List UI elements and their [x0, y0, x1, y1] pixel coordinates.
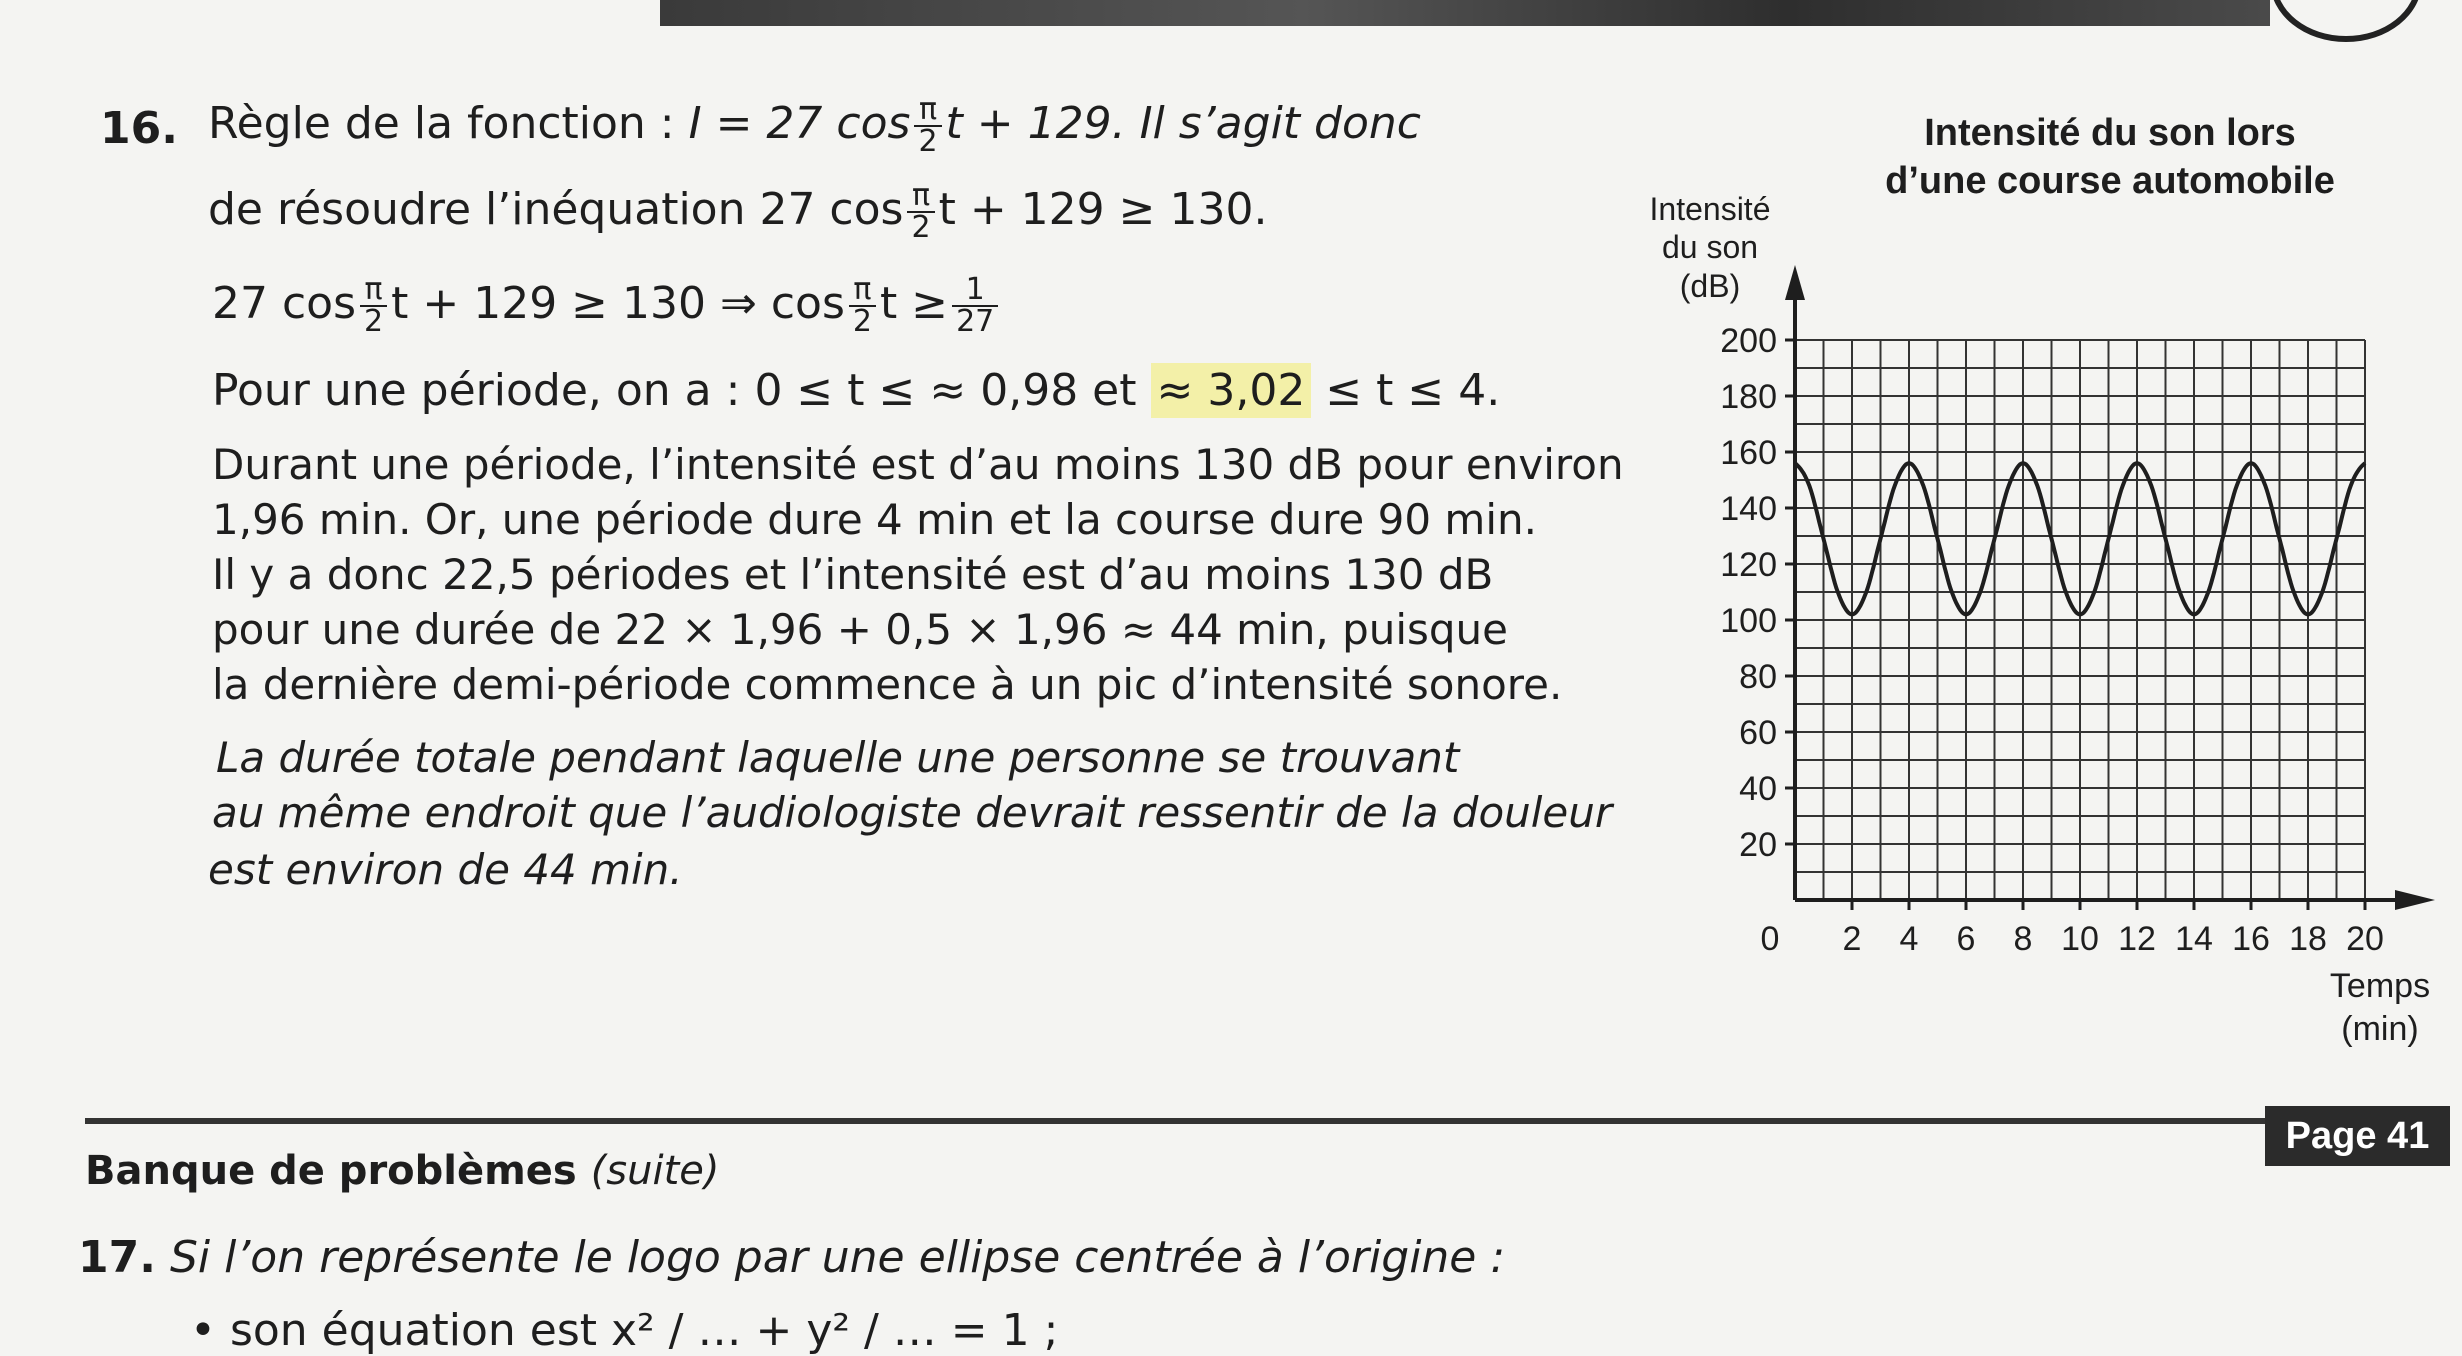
- fraction-pi-over-2: $\frac{\pi}{2}$: [360, 275, 387, 337]
- y-axis-label: Intensité du son (dB): [1649, 191, 1771, 304]
- chart-title: Intensité du son lors d’une course automobile: [1885, 112, 2335, 202]
- para-line-3: Il y a donc 22,5 périodes et l’intensité est d’au moins 130 dB: [212, 550, 1494, 599]
- problem-17-item-a: • son équation est x² / … + y² / … = 1 ;: [190, 1305, 1059, 1356]
- highlighted-value: ≈ 3,02: [1151, 363, 1312, 418]
- conclusion-line-3: est environ de 44 min.: [208, 845, 683, 894]
- y-tick-label: 80: [1739, 658, 1777, 696]
- top-corner-circle: [2270, 0, 2422, 42]
- section-title: Banque de problèmes (suite): [85, 1148, 720, 1194]
- chart-plot-area: [1630, 100, 2460, 1060]
- conclusion-line-1: La durée totale pendant laquelle une personne se trouvant: [216, 733, 1460, 782]
- x-tick-label: 18: [2289, 920, 2327, 958]
- problem-number: 16.: [100, 103, 178, 154]
- top-decorative-band: [660, 0, 2270, 26]
- fraction-pi-over-2: $\frac{\pi}{2}$: [907, 181, 934, 243]
- x-tick-label: 10: [2061, 920, 2099, 958]
- x-tick-label: 14: [2175, 920, 2213, 958]
- fraction-1-over-27: $\frac{1}{27}$: [952, 275, 998, 337]
- x-tick-label: 8: [2013, 920, 2033, 958]
- para-line-1: Durant une période, l’intensité est d’au moins 130 dB pour environ: [212, 440, 1624, 489]
- y-tick-label: 200: [1720, 322, 1777, 360]
- y-axis-arrow: [1785, 265, 1805, 300]
- x-axis-arrow: [2395, 890, 2435, 910]
- y-tick-label: 140: [1720, 490, 1777, 528]
- section-divider: [85, 1118, 2445, 1124]
- y-tick-label: 60: [1739, 714, 1777, 752]
- x-tick-label: 2: [1842, 920, 1862, 958]
- fraction-pi-over-2: $\frac{\pi}{2}$: [914, 95, 941, 157]
- y-tick-label: 180: [1720, 378, 1777, 416]
- fraction-pi-over-2: $\frac{\pi}{2}$: [849, 275, 876, 337]
- x-axis-label: Temps (min): [2329, 967, 2431, 1048]
- conclusion-line-2: au même endroit que l’audiologiste devrait ressentir de la douleur: [212, 788, 1613, 837]
- y-tick-label: 120: [1720, 546, 1777, 584]
- x-tick-label: 0: [1760, 920, 1780, 958]
- para-line-4: pour une durée de 22 × 1,96 + 0,5 × 1,96 ≈ 44 min, puisque: [212, 605, 1509, 654]
- x-tick-label: 6: [1956, 920, 1976, 958]
- x-tick-label: 16: [2232, 920, 2270, 958]
- solution-line-1: Règle de la fonction : I = 27 cos $\frac{\pi}{2}$ t + 129. Il s’agit donc: [208, 92, 1421, 159]
- x-tick-label: 4: [1899, 920, 1919, 958]
- solution-line-2: de résoudre l’inéquation 27 cos $\frac{\pi}{2}$ t + 129 ≥ 130.: [208, 178, 1268, 245]
- page-badge: Page 41: [2265, 1106, 2450, 1166]
- solution-line-4: Pour une période, on a : 0 ≤ t ≤ ≈ 0,98 et ≈ 3,02 ≤ t ≤ 4.: [212, 365, 1501, 416]
- sound-intensity-chart: [1630, 100, 2460, 1060]
- x-tick-label: 12: [2118, 920, 2156, 958]
- y-tick-label: 100: [1720, 602, 1777, 640]
- y-tick-label: 20: [1739, 826, 1777, 864]
- para-line-5: la dernière demi-période commence à un pic d’intensité sonore.: [212, 660, 1563, 709]
- y-tick-label: 160: [1720, 434, 1777, 472]
- x-tick-label: 20: [2346, 920, 2384, 958]
- y-tick-label: 40: [1739, 770, 1777, 808]
- solution-line-3: 27 cos $\frac{\pi}{2}$ t + 129 ≥ 130 ⇒ cos $\frac{\pi}{2}$ t ≥ $\frac{1}{27}$: [212, 275, 1002, 337]
- problem-17: 17. Si l’on représente le logo par une ellipse centrée à l’origine :: [78, 1232, 1506, 1283]
- para-line-2: 1,96 min. Or, une période dure 4 min et la course dure 90 min.: [212, 495, 1537, 544]
